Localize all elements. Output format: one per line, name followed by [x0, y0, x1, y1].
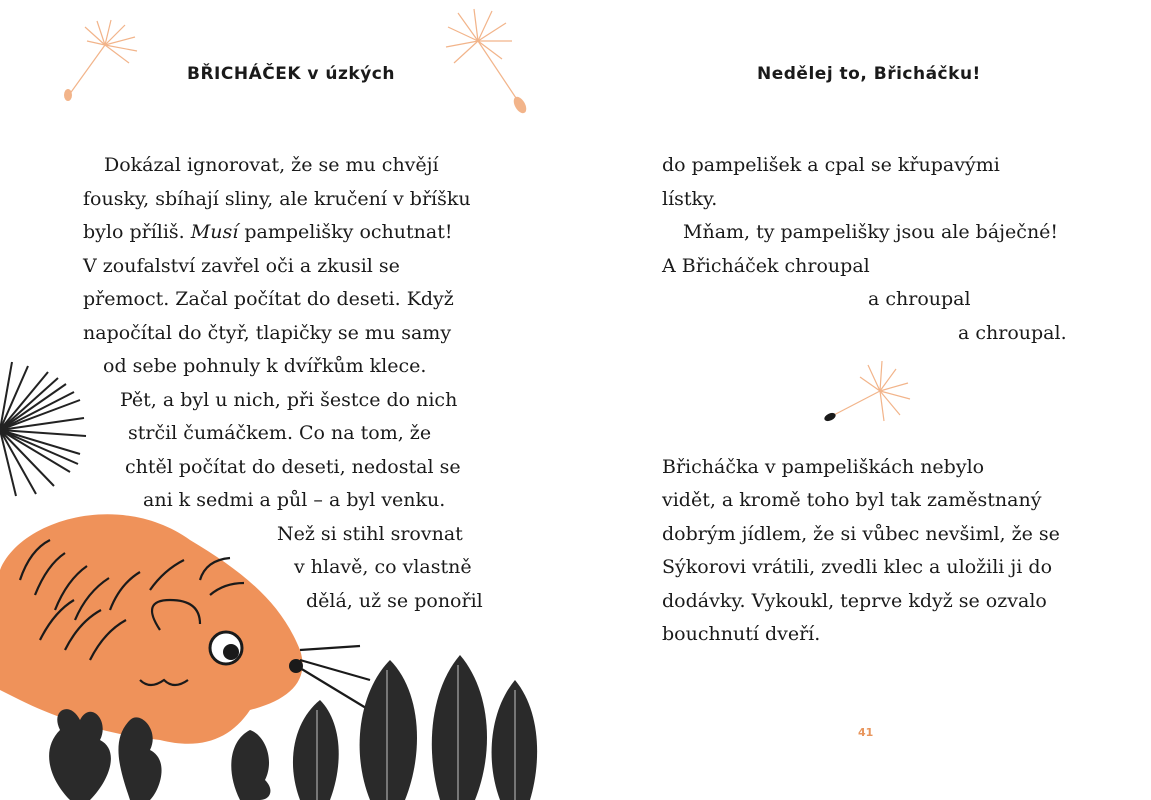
text-line: a chroupal [868, 288, 971, 310]
right-page [575, 0, 1151, 800]
text-line: strčil čumáčkem. Co na tom, že [128, 422, 432, 444]
left-page [0, 0, 575, 800]
text-line: vidět, a kromě toho byl tak zaměstnaný [662, 489, 1042, 511]
text-line: Mňam, ty pampelišky jsou ale báječné! [683, 221, 1059, 243]
dandelion-seed-icon [820, 355, 920, 435]
text-span: bylo příliš. [83, 221, 191, 243]
text-line: dělá, už se ponořil [306, 590, 483, 612]
dandelion-leaves-illustration [30, 640, 570, 800]
text-span: pampelišky ochutnat! [238, 221, 453, 243]
text-line: přemoct. Začal počítat do deseti. Když [83, 288, 454, 310]
text-line: a chroupal. [958, 322, 1067, 344]
text-line: do pampelišek a cpal se křupavými [662, 154, 1000, 176]
text-line: lístky. [662, 188, 718, 210]
text-line: Sýkorovi vrátili, zvedli klec a uložili ji do [662, 556, 1053, 578]
text-line: A Břicháček chroupal [662, 255, 870, 277]
text-line: ani k sedmi a půl – a byl venku. [143, 489, 446, 511]
dandelion-seed-icon [440, 5, 540, 120]
text-line: v hlavě, co vlastně [294, 556, 472, 578]
text-line: dodávky. Vykoukl, teprve když se ozvalo [662, 590, 1047, 612]
text-line: dobrým jídlem, že si vůbec nevšiml, že se [662, 523, 1060, 545]
text-line: Pět, a byl u nich, při šestce do nich [120, 389, 458, 411]
emphasized-word: Musí [190, 221, 239, 243]
text-line: V zoufalství zavřel oči a zkusil se [83, 255, 400, 277]
text-line: chtěl počítat do deseti, nedostal se [125, 456, 461, 478]
text-line: Břicháčka v pampeliškách nebylo [662, 456, 985, 478]
dandelion-seed-icon [55, 15, 145, 105]
text-line: Dokázal ignorovat, že se mu chvějí [104, 154, 439, 176]
chapter-header: Nedělej to, Břicháčku! [757, 64, 981, 84]
text-line: fousky, sbíhají sliny, ale kručení v bříšku [83, 188, 471, 210]
dandelion-puffball-icon [0, 360, 90, 500]
text-line: napočítal do čtyř, tlapičky se mu samy [83, 322, 452, 344]
text-line: bouchnutí dveří. [662, 623, 821, 645]
text-line [83, 220, 452, 244]
chapter-header: BŘICHÁČEK v úzkých [187, 64, 395, 84]
text-line: od sebe pohnuly k dvířkům klece. [103, 355, 427, 377]
page-number: 41 [858, 726, 874, 739]
text-line: Než si stihl srovnat [277, 523, 463, 545]
